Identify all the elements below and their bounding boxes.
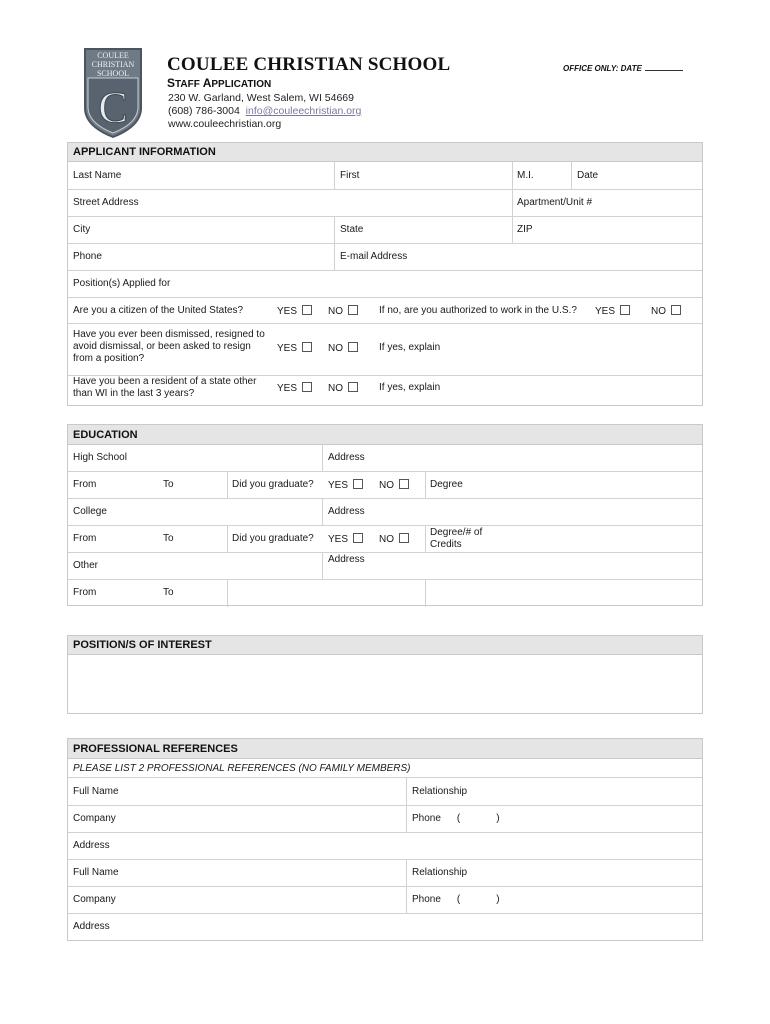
college-to-field[interactable]: To xyxy=(163,533,174,544)
state-field[interactable]: State xyxy=(340,224,364,235)
references-instruction: PLEASE LIST 2 PROFESSIONAL REFERENCES (NO FAMILY MEMBERS) xyxy=(73,763,411,774)
college-no-option[interactable]: NO xyxy=(379,533,409,546)
section-heading: PROFESSIONAL REFERENCES xyxy=(68,739,702,759)
section-heading: APPLICANT INFORMATION xyxy=(68,143,702,162)
form-title: STAFF APPLICATION xyxy=(167,76,272,90)
positions-of-interest-textarea[interactable] xyxy=(68,655,702,713)
school-email-link[interactable]: info@couleechristian.org xyxy=(245,105,362,117)
applicant-information-section xyxy=(67,142,703,406)
svg-text:C: C xyxy=(98,83,128,132)
reference1-address-field[interactable]: Address xyxy=(73,840,110,851)
high-school-yes-option[interactable]: YES xyxy=(328,479,363,492)
reference1-relationship-field[interactable]: Relationship xyxy=(412,786,468,797)
checkbox-icon[interactable] xyxy=(302,305,312,315)
middle-initial-field[interactable]: M.I. xyxy=(517,170,534,181)
email-field[interactable]: E-mail Address xyxy=(340,251,408,262)
section-heading: EDUCATION xyxy=(68,425,702,445)
reference1-company-field[interactable]: Company xyxy=(73,813,116,824)
education-section xyxy=(67,424,703,606)
college-address-field[interactable]: Address xyxy=(328,506,365,517)
checkbox-icon[interactable] xyxy=(671,305,681,315)
school-website[interactable]: www.couleechristian.org xyxy=(168,118,282,130)
checkbox-icon[interactable] xyxy=(302,342,312,352)
high-school-degree-field[interactable]: Degree xyxy=(430,479,463,490)
checkbox-icon[interactable] xyxy=(348,382,358,392)
citizen-question: Are you a citizen of the United States? xyxy=(73,305,244,316)
professional-references-section xyxy=(67,738,703,941)
dismissed-yes-option[interactable]: YES xyxy=(277,342,312,355)
positions-of-interest-section xyxy=(67,635,703,714)
reference2-phone-field[interactable]: Phone ( ) xyxy=(412,894,500,905)
reference2-full-name-field[interactable]: Full Name xyxy=(73,867,119,878)
checkbox-icon[interactable] xyxy=(399,479,409,489)
authorized-yes-option[interactable]: YES xyxy=(595,305,630,318)
office-only-date: OFFICE ONLY: DATE xyxy=(563,62,683,73)
first-name-field[interactable]: First xyxy=(340,170,360,181)
high-school-address-field[interactable]: Address xyxy=(328,452,365,463)
resident-explain-field[interactable]: If yes, explain xyxy=(379,382,441,393)
other-to-field[interactable]: To xyxy=(163,587,174,598)
checkbox-icon[interactable] xyxy=(620,305,630,315)
college-graduate-question: Did you graduate? xyxy=(232,533,314,544)
dismissed-explain-field[interactable]: If yes, explain xyxy=(379,342,441,353)
svg-text:SCHOOL: SCHOOL xyxy=(96,69,130,78)
other-address-field[interactable]: Address xyxy=(328,554,365,565)
reference2-address-field[interactable]: Address xyxy=(73,921,110,932)
dismissed-question: Have you ever been dismissed, resigned to avoid dismissal, or been asked to resign from a position? xyxy=(73,329,265,364)
resident-question: Have you been a resident of a state other than WI in the last 3 years? xyxy=(73,376,257,399)
school-name: COULEE CHRISTIAN SCHOOL xyxy=(167,54,451,75)
checkbox-icon[interactable] xyxy=(399,533,409,543)
high-school-to-field[interactable]: To xyxy=(163,479,174,490)
apartment-field[interactable]: Apartment/Unit # xyxy=(517,197,593,208)
checkbox-icon[interactable] xyxy=(302,382,312,392)
college-field[interactable]: College xyxy=(73,506,107,517)
last-name-field[interactable]: Last Name xyxy=(73,170,122,181)
other-school-field[interactable]: Other xyxy=(73,560,99,571)
high-school-field[interactable]: High School xyxy=(73,452,127,463)
college-degree-credits-field[interactable]: Degree/# of Credits xyxy=(430,527,483,550)
authorized-question: If no, are you authorized to work in the U.S.? xyxy=(379,305,577,316)
checkbox-icon[interactable] xyxy=(353,479,363,489)
city-field[interactable]: City xyxy=(73,224,91,235)
resident-no-option[interactable]: NO xyxy=(328,382,358,395)
school-phone: (608) 786-3004 xyxy=(168,105,240,117)
high-school-no-option[interactable]: NO xyxy=(379,479,409,492)
school-contact xyxy=(168,105,361,117)
college-from-field[interactable]: From xyxy=(73,533,97,544)
school-crest-logo xyxy=(82,46,144,140)
dismissed-no-option[interactable]: NO xyxy=(328,342,358,355)
street-address-field[interactable]: Street Address xyxy=(73,197,139,208)
checkbox-icon[interactable] xyxy=(353,533,363,543)
resident-yes-option[interactable]: YES xyxy=(277,382,312,395)
svg-text:COULEE: COULEE xyxy=(97,51,129,60)
checkbox-icon[interactable] xyxy=(348,305,358,315)
phone-field[interactable]: Phone xyxy=(73,251,102,262)
school-address: 230 W. Garland, West Salem, WI 54669 xyxy=(168,92,354,104)
checkbox-icon[interactable] xyxy=(348,342,358,352)
high-school-from-field[interactable]: From xyxy=(73,479,97,490)
citizen-yes-option[interactable]: YES xyxy=(277,305,312,318)
reference1-phone-field[interactable]: Phone ( ) xyxy=(412,813,500,824)
reference1-full-name-field[interactable]: Full Name xyxy=(73,786,119,797)
svg-text:CHRISTIAN: CHRISTIAN xyxy=(91,60,135,69)
section-heading: POSITION/S OF INTEREST xyxy=(68,636,702,655)
reference2-relationship-field[interactable]: Relationship xyxy=(412,867,468,878)
reference2-company-field[interactable]: Company xyxy=(73,894,116,905)
other-from-field[interactable]: From xyxy=(73,587,97,598)
college-yes-option[interactable]: YES xyxy=(328,533,363,546)
zip-field[interactable]: ZIP xyxy=(517,224,533,235)
citizen-no-option[interactable]: NO xyxy=(328,305,358,318)
authorized-no-option[interactable]: NO xyxy=(651,305,681,318)
date-field[interactable]: Date xyxy=(577,170,599,181)
high-school-graduate-question: Did you graduate? xyxy=(232,479,314,490)
positions-applied-field[interactable]: Position(s) Applied for xyxy=(73,278,171,289)
